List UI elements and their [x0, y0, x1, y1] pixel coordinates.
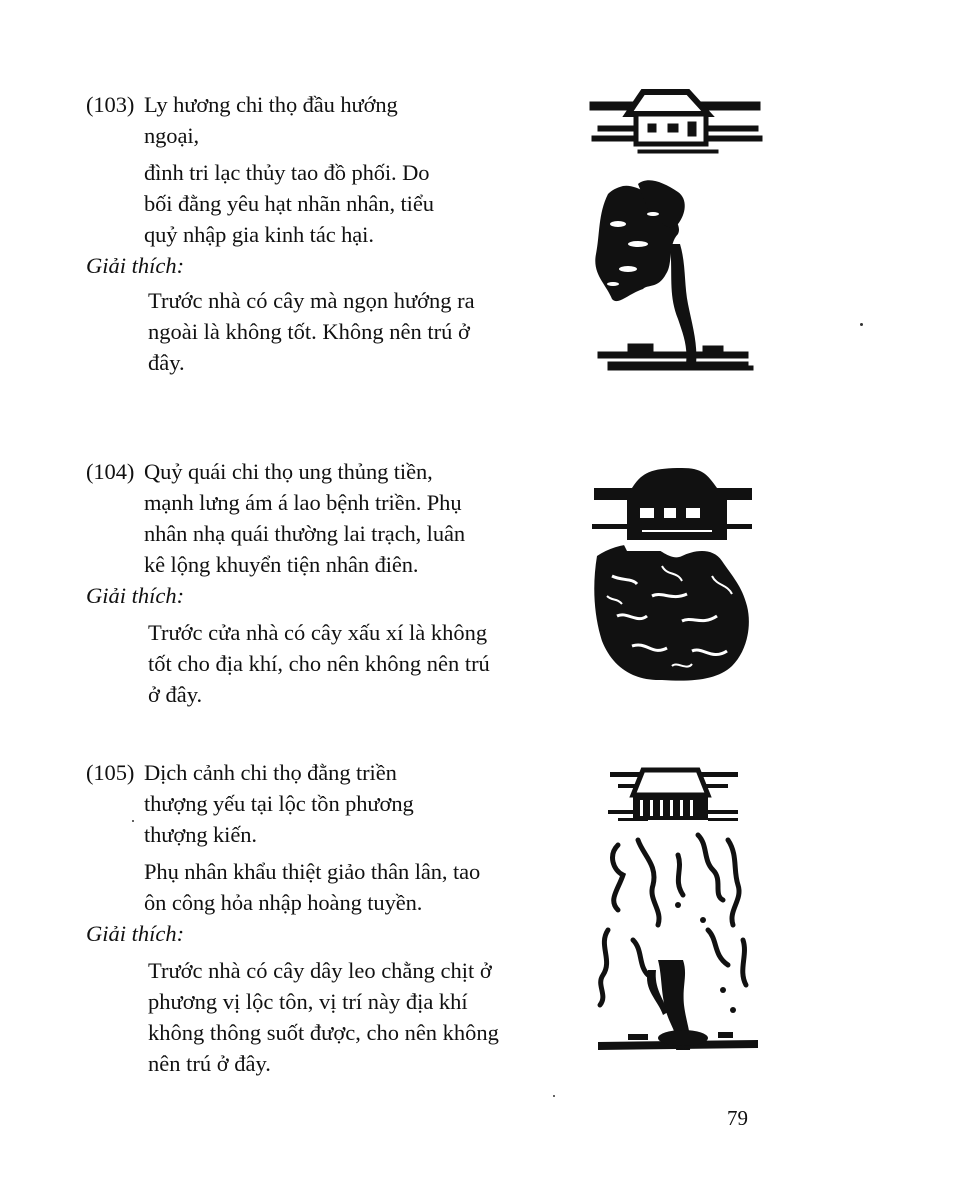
- verse-line: nhân nhạ quái thường lai trạch, luân: [144, 521, 466, 546]
- explanation-line: không thông suốt được, cho nên không: [148, 1020, 499, 1045]
- explanation-line: Trước cửa nhà có cây xấu xí là không: [148, 620, 488, 645]
- verse-line: mạnh lưng ám á lao bệnh triền. Phụ: [144, 490, 462, 515]
- entry-number: (104): [86, 459, 135, 484]
- explanation-line: tốt cho địa khí, cho nên không nên trú: [148, 651, 490, 676]
- explanation-line: phương vị lộc tôn, vị trí này địa khí: [148, 989, 468, 1014]
- house-with-vine-tree-illustration: [588, 760, 768, 1060]
- verse-line: [86, 89, 586, 120]
- verse-text: Ly hương chi thọ đầu hướng: [144, 92, 398, 117]
- explanation-line: Trước nhà có cây mà ngọn hướng ra: [148, 288, 475, 313]
- entry-number: (103): [86, 92, 135, 117]
- explanation-line: đây.: [148, 350, 185, 375]
- verse-line: ngoại,: [144, 123, 200, 148]
- entry-number: (105): [86, 760, 135, 785]
- verse-text: Dịch cảnh chi thọ đằng triền: [144, 760, 397, 785]
- verse-line: thượng kiến.: [144, 822, 257, 847]
- entry-103: [86, 89, 586, 378]
- house-with-leaning-tree-illustration: [588, 84, 763, 384]
- explanation-label: Giải thích:: [86, 921, 185, 946]
- verse-line: bối đằng yêu hạt nhãn nhân, tiểu: [144, 191, 434, 216]
- verse-line: [86, 757, 586, 788]
- verse-line: kê lộng khuyển tiện nhân điên.: [144, 552, 419, 577]
- verse-line: [86, 456, 586, 487]
- explanation-line: ngoài là không tốt. Không nên trú ở: [148, 319, 470, 344]
- verse-line: Phụ nhân khẩu thiệt giảo thân lân, tao: [144, 859, 481, 884]
- verse-text: Quỷ quái chi thọ ung thủng tiền,: [144, 459, 433, 484]
- explanation-label: Giải thích:: [86, 253, 185, 278]
- explanation-line: nên trú ở đây.: [148, 1051, 271, 1076]
- page-number: 79: [727, 1106, 748, 1130]
- explanation-line: ở đây.: [148, 682, 203, 707]
- house-with-gnarled-tree-illustration: [592, 466, 757, 684]
- verse-line: thượng yếu tại lộc tồn phương: [144, 791, 414, 816]
- entry-104: [86, 456, 586, 710]
- explanation-line: Trước nhà có cây dây leo chằng chịt ở: [148, 958, 492, 983]
- speck: [553, 1095, 555, 1097]
- verse-line: đình tri lạc thủy tao đồ phối. Do: [144, 160, 430, 185]
- speck: [860, 323, 863, 326]
- speck: [132, 820, 134, 822]
- explanation-label: Giải thích:: [86, 583, 185, 608]
- verse-line: quỷ nhập gia kinh tác hại.: [144, 222, 374, 247]
- entry-105: [86, 757, 586, 1079]
- verse-line: ôn công hỏa nhập hoàng tuyền.: [144, 890, 423, 915]
